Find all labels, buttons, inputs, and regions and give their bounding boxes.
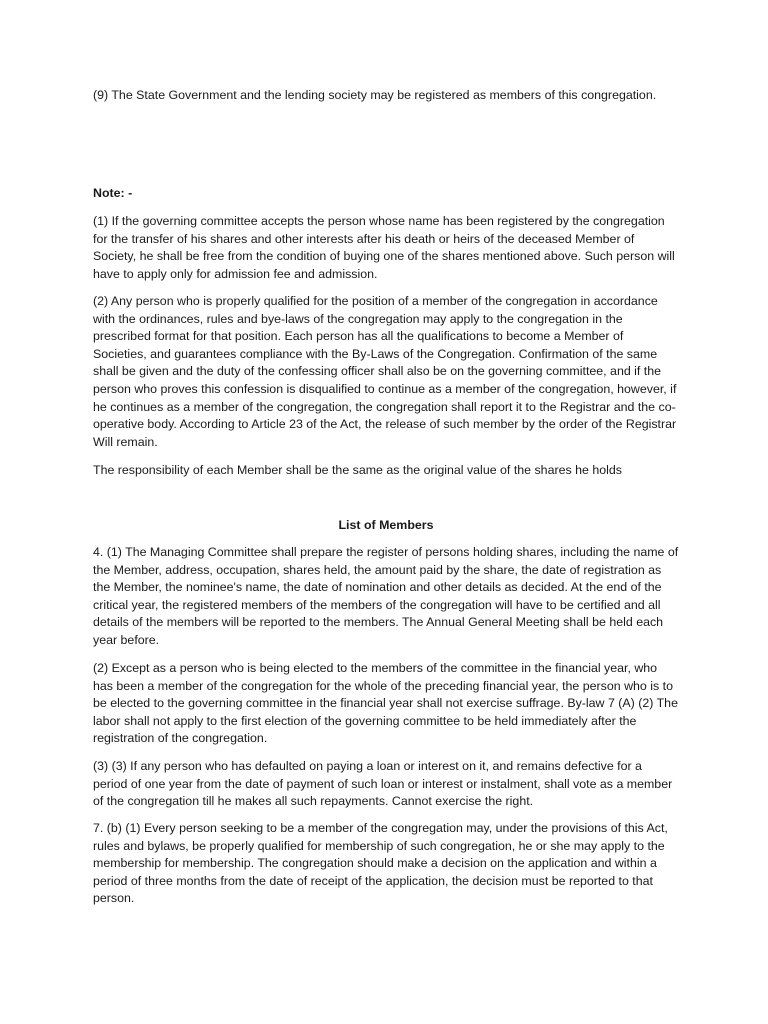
note-paragraph-1: (1) If the governing committee accepts the person whose name has been registered by the congregation for the transfer of his shares and other interests after his death or heirs of the deceased Member of Society, he shall be free from the condition of buying one of the shares mentioned above. Such person will have to apply only for admission fee and admission. [93,214,675,281]
paragraph-9: (9) The State Government and the lending society may be registered as members of this congregation. [93,88,657,102]
list-of-members-heading: List of Members [338,518,434,532]
paragraph-4-1: 4. (1) The Managing Committee shall prepare the register of persons holding shares, including the name of the Member, address, occupation, shares held, the amount paid by the share, the date of registration as the Member, the nominee's name, the date of nomination and other details as decided. At the end of the critical year, the registered members of the members of the congregation will have to be certified and all details of the members will be reported to the members. The Annual General Meeting shall be held each year before. [93,545,679,647]
note-paragraph-2: (2) Any person who is properly qualified for the position of a member of the congregation in accordance with the ordinances, rules and bye-laws of the congregation may apply to the congregation in the prescribed format for that position. Each person has all the qualifications to become a Member of Societies, and guarantees compliance with the By-Laws of the Congregation. Confirmation of the same shall be given and the duty of the confessing officer shall also be on the governing committee, and if the person who proves this confession is disqualified to continue as a member of the congregation, however, if he continues as a member of the congregation, the congregation shall report it to the Registrar and the co-operative body. According to Article 23 of the Act, the release of such member by the order of the Registrar Will remain. [93,294,677,449]
paragraph-7b: 7. (b) (1) Every person seeking to be a member of the congregation may, under the provisions of this Act, rules and bylaws, be properly qualified for membership of such congregation, he or she may apply to the membership for membership. The congregation should make a decision on the application and within a period of three months from the date of receipt of the application, the decision must be reported to that person. [93,821,668,906]
paragraph-3: (3) (3) If any person who has defaulted on paying a loan or interest on it, and remains defective for a period of one year from the date of payment of such loan or interest or instalment, shall vote as a member of the congregation till he makes all such repayments. Cannot exercise the right. [93,759,673,809]
paragraph-2: (2) Except as a person who is being elected to the members of the committee in the financial year, who has been a member of the congregation for the whole of the preceding financial year, the person who is to be elected to the governing committee in the financial year shall not exercise suffrage. By-law 7 (A) (2) The labor shall not apply to the first election of the governing committee to be held immediately after the registration of the congregation. [93,661,678,746]
responsibility-paragraph: The responsibility of each Member shall be the same as the original value of the shares he holds [93,463,622,477]
note-heading: Note: - [93,186,133,200]
